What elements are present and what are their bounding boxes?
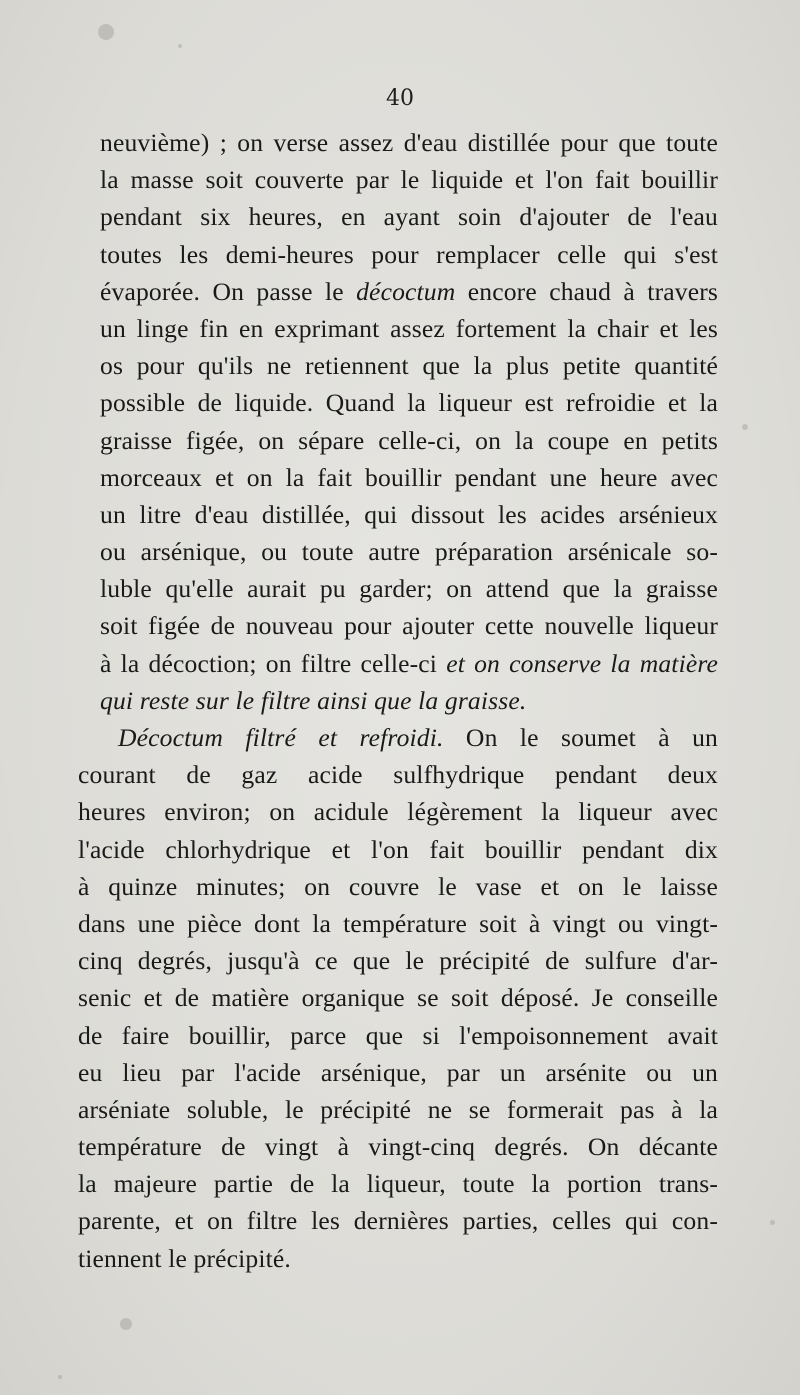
italic-heading: Décoctum filtré et refroidi.	[118, 723, 444, 752]
text-line: neuvième) ; on verse assez d'eau distillée pour que toute	[100, 128, 718, 157]
text-line: cinq degrés, jusqu'à ce que le précipité de sulfure d'ar-	[78, 946, 718, 976]
body-text	[78, 124, 718, 1277]
paper-speck	[120, 1318, 132, 1330]
text-line: de faire bouillir, parce que si l'empoisonnement avait	[78, 1020, 718, 1050]
text-line: tiennent le précipité.	[78, 1243, 291, 1273]
paragraph	[78, 719, 718, 1277]
page-number: 40	[386, 86, 414, 111]
text-line: parente, et on filtre les dernières parties, celles qui con-	[78, 1206, 718, 1236]
text-line	[78, 682, 718, 719]
italic-phrase: qui reste sur le filtre ainsi que la graisse.	[100, 685, 527, 715]
text-line: heures environ; on acidule légèrement la liqueur avec	[78, 797, 718, 827]
text-line: arséniate soluble, le précipité ne se formerait pas à la	[78, 1094, 718, 1124]
text-line: un litre d'eau distillée, qui dissout les acides arsénieux	[100, 499, 718, 529]
paper-speck	[178, 44, 182, 48]
text-line: graisse figée, on sépare celle-ci, on la coupe en petits	[100, 425, 718, 455]
text-line: la majeure partie de la liqueur, toute la portion trans-	[78, 1169, 718, 1199]
paper-speck	[742, 424, 748, 430]
text-run: évaporée. On passe le	[100, 276, 357, 306]
italic-phrase: et on conserve la matière	[446, 648, 719, 678]
text-run: On le soumet à un	[443, 723, 719, 752]
text-line: eu lieu par l'acide arsénique, par un arsénite ou un	[78, 1057, 718, 1087]
text-run: à la décoction; on filtre celle-ci	[100, 648, 447, 678]
text-line: la masse soit couverte par le liquide et l'on fait bouillir	[100, 165, 718, 195]
text-line	[78, 719, 718, 756]
text-line: l'acide chlorhydrique et l'on fait bouillir pendant dix	[78, 834, 718, 864]
text-line: toutes les demi-heures pour remplacer celle qui s'est	[100, 239, 718, 269]
text-line: courant de gaz acide sulfhydrique pendant deux	[78, 760, 718, 790]
paper-speck	[98, 24, 114, 40]
text-line: soit figée de nouveau pour ajouter cette nouvelle liqueur	[100, 611, 718, 641]
text-line: senic et de matière organique se soit déposé. Je conseille	[78, 983, 718, 1013]
text-line	[78, 273, 718, 310]
italic-term: décoctum	[356, 276, 456, 306]
paper-speck	[770, 1220, 775, 1225]
text-line: pendant six heures, en ayant soin d'ajouter de l'eau	[100, 202, 718, 232]
text-run: encore chaud à travers	[455, 276, 718, 306]
text-line: à quinze minutes; on couvre le vase et on le laisse	[78, 871, 718, 901]
text-line: température de vingt à vingt-cinq degrés. On décante	[78, 1132, 718, 1162]
text-line: ou arsénique, ou toute autre préparation arsénicale so-	[100, 537, 718, 567]
text-line: luble qu'elle aurait pu garder; on attend que la graisse	[100, 574, 718, 604]
text-line: morceaux et on la fait bouillir pendant une heure avec	[100, 462, 718, 492]
text-line: dans une pièce dont la température soit à vingt ou vingt-	[78, 908, 718, 938]
paper-speck	[58, 1375, 62, 1379]
text-line: un linge fin en exprimant assez fortement la chair et les	[100, 313, 718, 343]
paragraph	[78, 124, 718, 719]
text-line: possible de liquide. Quand la liqueur est refroidie et la	[100, 388, 718, 418]
text-line: os pour qu'ils ne retiennent que la plus petite quantité	[100, 351, 718, 381]
text-line	[78, 645, 718, 682]
